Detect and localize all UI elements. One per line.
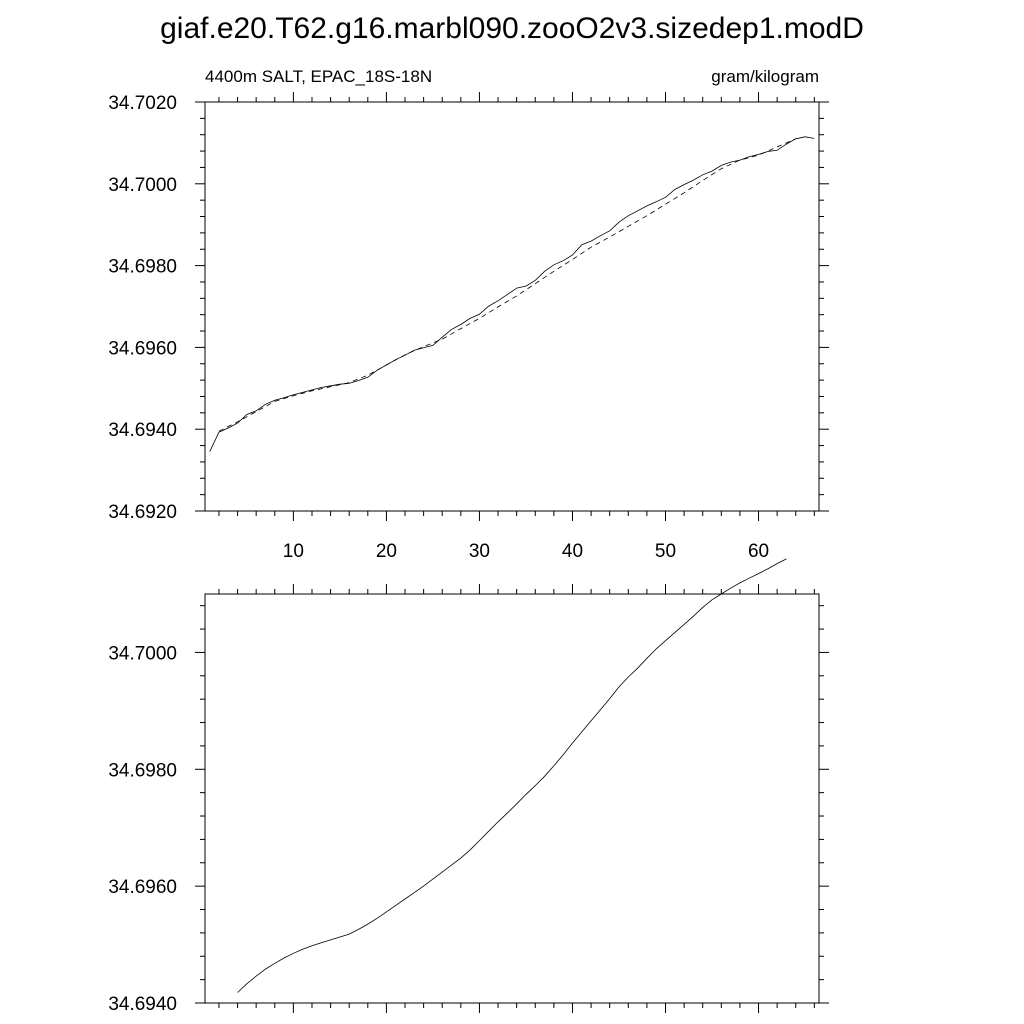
y-tick-label: 34.6960 — [108, 338, 177, 360]
chart-panel-2 — [108, 559, 829, 1015]
y-tick-label: 34.6940 — [108, 420, 177, 442]
y-tick-label: 34.6980 — [108, 760, 177, 782]
y-tick-label: 34.6980 — [108, 256, 177, 278]
panel-left-label: 4400m SALT, EPAC_18S-18N — [205, 67, 433, 86]
y-tick-label: 34.6960 — [108, 877, 177, 899]
x-tick-label: 20 — [375, 541, 397, 562]
chart-panel-1 — [108, 67, 829, 562]
y-tick-label: 34.6920 — [108, 502, 177, 523]
x-tick-label: 30 — [468, 541, 491, 562]
panel-units-label: gram/kilogram — [711, 67, 819, 86]
x-tick-label: 40 — [561, 541, 584, 562]
y-tick-label: 34.7000 — [108, 174, 177, 196]
x-tick-label: 10 — [282, 541, 304, 562]
figure-title: giaf.e20.T62.g16.marbl090.zooO2v3.sizedep1.modD — [160, 12, 864, 45]
y-tick-label: 34.7000 — [108, 643, 177, 665]
panels — [108, 67, 829, 1015]
y-tick-label: 34.6940 — [108, 994, 177, 1015]
plot-frame — [205, 594, 819, 1003]
series-line-solid — [238, 559, 787, 993]
x-tick-label: 60 — [747, 541, 770, 562]
y-tick-label: 34.7020 — [108, 93, 177, 114]
series-line-dashed — [219, 139, 796, 431]
series-line-solid — [210, 137, 815, 452]
x-tick-label: 50 — [654, 541, 677, 562]
